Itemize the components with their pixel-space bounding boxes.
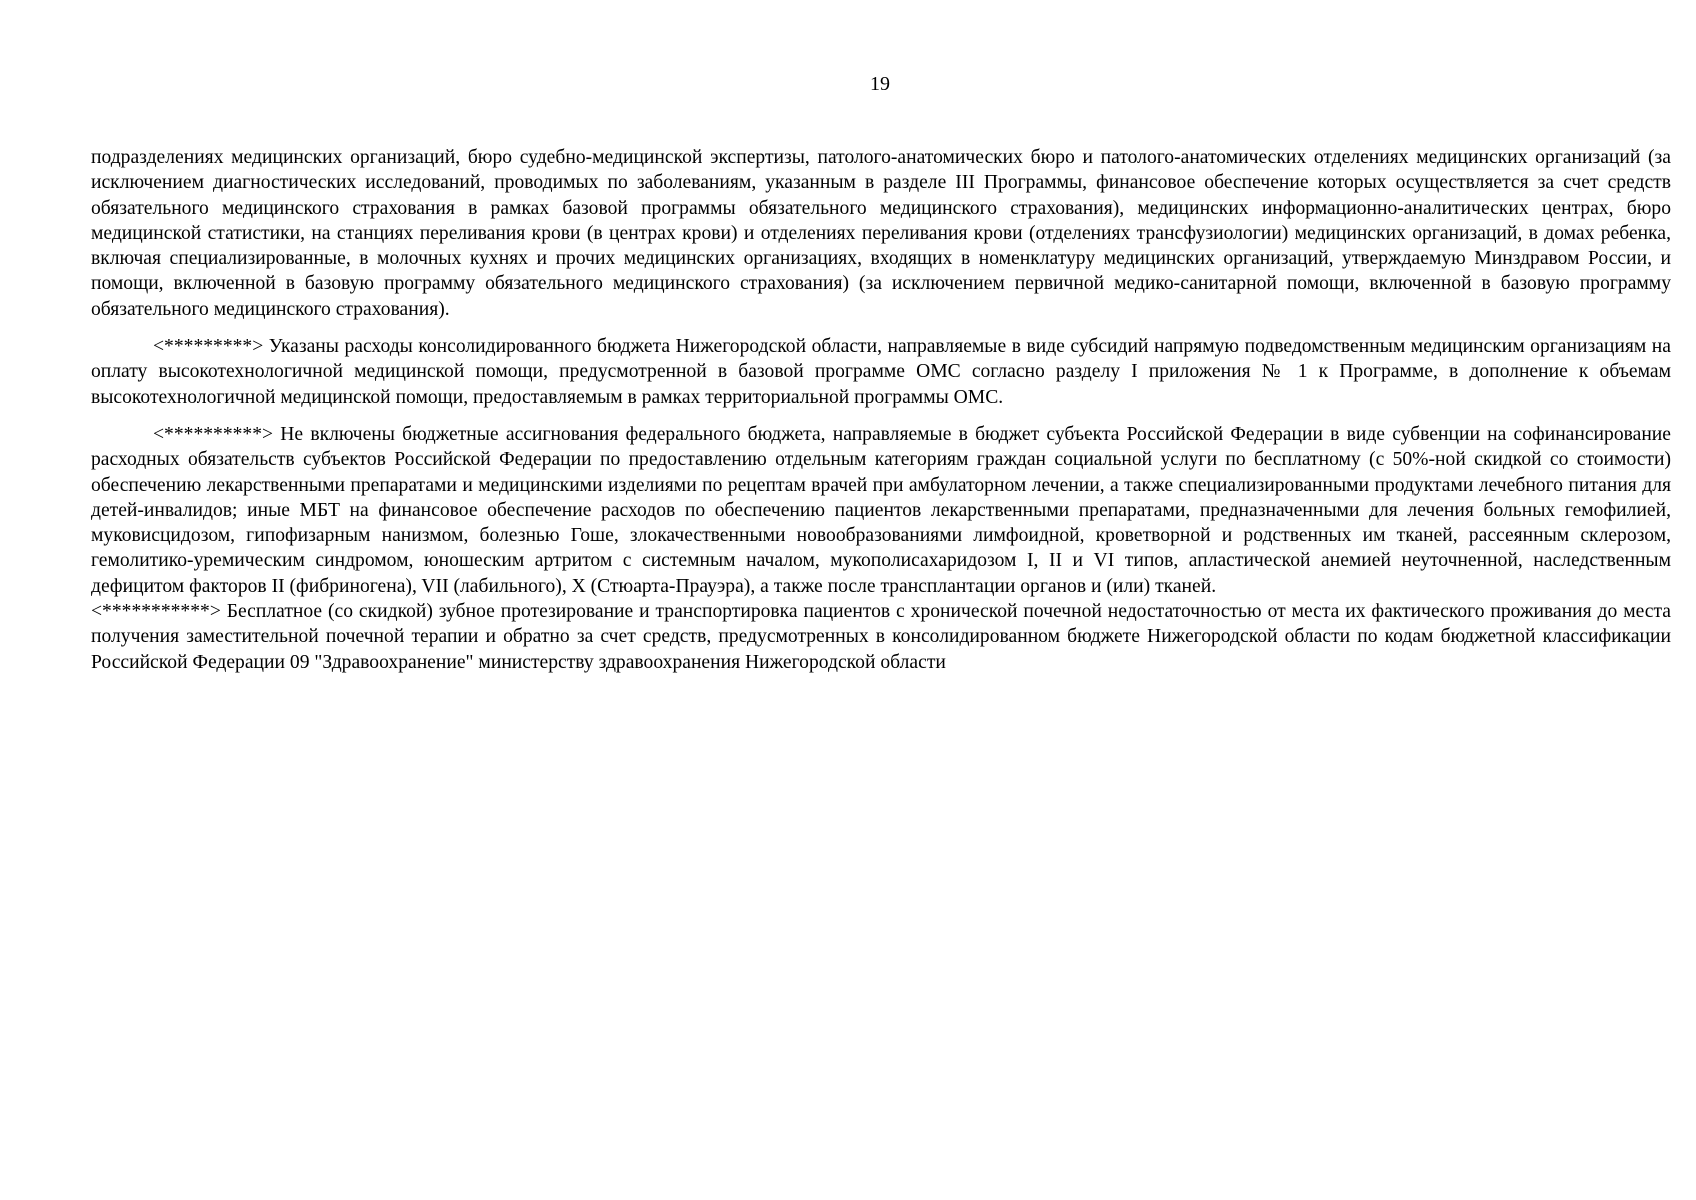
footnote-10-stars: <**********> Не включены бюджетные ассигнования федерального бюджета, направляемые в бюджет субъекта Российской Федерации в виде субвенции на софинансирование расходных обязательств субъектов Российской Федерации по предоставлению отдельным категориям граждан социальной услуги по бесплатному (с 50%-ной скидкой со стоимости) обеспечению лекарственными препаратами и медицинскими изделиями по рецептам врачей при амбулаторном лечении, а также специализированными продуктами лечебного питания для детей-инвалидов; иные МБТ на финансовое обеспечение расходов по обеспечению пациентов лекарственными препаратами, предназначенными для лечения больных гемофилией, муковисцидозом, гипофизарным нанизмом, болезнью Гоше, злокачественными новообразованиями лимфоидной, кроветворной и родственных им тканей, рассеянным склерозом, гемолитико-уремическим синдромом, юношеским артритом с системным началом, мукополисахаридозом I, II и VI типов, апластической анемией неуточненной, наследственным дефицитом факторов II (фибриногена), VII (лабильного), X (Стюарта-Прауэра), а также после трансплантации органов и (или) тканей. <box>91 423 1671 597</box>
footnote-11-stars: <***********> Бесплатное (со скидкой) зубное протезирование и транспортировка пациентов с хронической почечной недостаточностью от места их фактического проживания до места получения заместительной почечной терапии и обратно за счет средств, предусмотренных в консолидированном бюджете Нижегородской области по кодам бюджетной классификации Российской Федерации 09 "Здравоохранение" министерству здравоохранения Нижегородской области <box>91 601 1671 673</box>
page-body <box>91 145 1671 675</box>
page-number: 19 <box>870 73 890 95</box>
footnote-9-stars: <*********> Указаны расходы консолидированного бюджета Нижегородской области, направляемые в виде субсидий напрямую подведомственным медицинским организациям на оплату высокотехнологичной медицинской помощи, предусмотренной в базовой программе ОМС согласно разделу I приложения № 1 к Программе, в дополнение к объемам высокотехнологичной медицинской помощи, предоставляемым в рамках территориальной программы ОМС. <box>91 336 1671 408</box>
paragraph-continuation: подразделениях медицинских организаций, бюро судебно-медицинской экспертизы, патолого-анатомических бюро и патолого-анатомических отделениях медицинских организаций (за исключением диагностических исследований, проводимых по заболеваниям, указанным в разделе III Программы, финансовое обеспечение которых осуществляется за счет средств обязательного медицинского страхования в рамках базовой программы обязательного медицинского страхования), медицинских информационно-аналитических центрах, бюро медицинской статистики, на станциях переливания крови (в центрах крови) и отделениях переливания крови (отделениях трансфузиологии) медицинских организаций, в домах ребенка, включая специализированные, в молочных кухнях и прочих медицинских организациях, входящих в номенклатуру медицинских организаций, утверждаемую Минздравом России, и помощи, включенной в базовую программу обязательного медицинского страхования) (за исключением первичной медико-санитарной помощи, включенной в базовую программу обязательного медицинского страхования). <box>91 147 1671 320</box>
